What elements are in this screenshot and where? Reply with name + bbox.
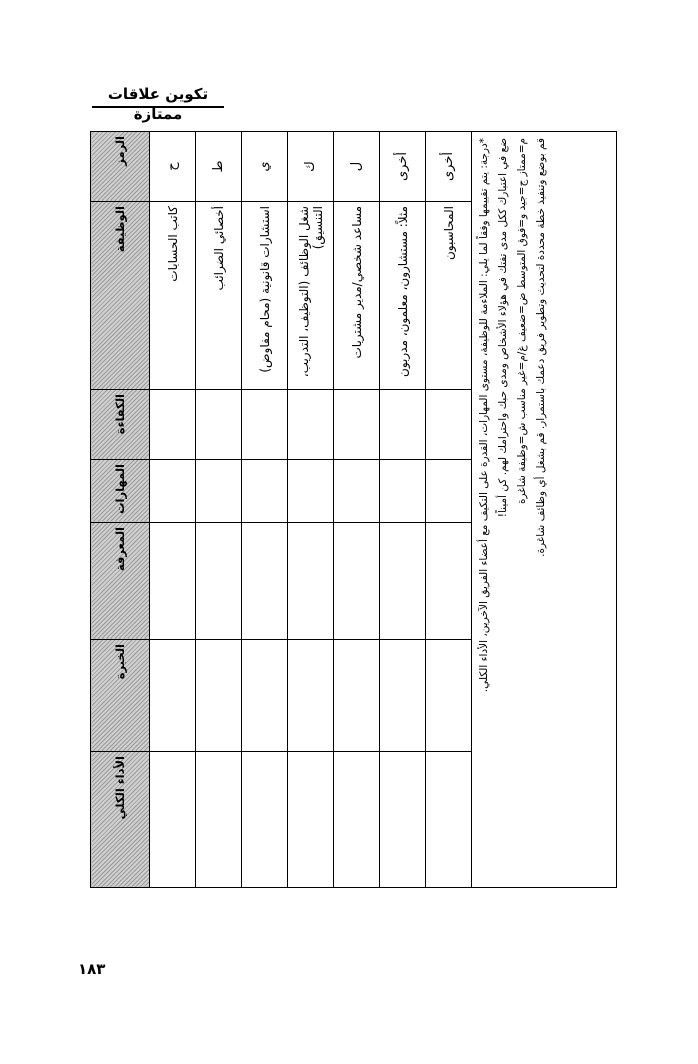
rating-cell[interactable] [196, 752, 242, 888]
rating-cell[interactable] [426, 390, 472, 460]
row-label: استشارات قانونية (محام مفاوض) [242, 202, 288, 390]
row-label: مساعد شخصي/مدير مشتريات [334, 202, 380, 390]
rating-cell[interactable] [150, 390, 196, 460]
row-label: كاتب الحسابات [150, 202, 196, 390]
rating-cell[interactable] [196, 640, 242, 752]
rating-cell[interactable] [334, 523, 380, 640]
notes-row [472, 132, 617, 888]
rating-cell[interactable] [288, 390, 334, 460]
rotated-table-container [90, 132, 613, 888]
table-row [242, 132, 288, 888]
row-label: أخصائي الضرائب [196, 202, 242, 390]
rating-cell[interactable] [150, 523, 196, 640]
running-head-title: تكوين علاقات ممتازة [92, 84, 224, 108]
table-row [150, 132, 196, 888]
rating-cell[interactable] [288, 752, 334, 888]
rating-cell[interactable] [426, 523, 472, 640]
row-label: المحاسبون [426, 202, 472, 390]
table-row [426, 132, 472, 888]
row-code: ي [242, 132, 288, 202]
rating-cell[interactable] [242, 460, 288, 523]
rating-cell[interactable] [242, 390, 288, 460]
rating-cell[interactable] [380, 523, 426, 640]
rating-cell[interactable] [334, 460, 380, 523]
rating-cell[interactable] [426, 640, 472, 752]
header-skills: المهارات [91, 460, 150, 523]
row-label: مثلاً: مستشارون، معلمون، مدربون [380, 202, 426, 390]
header-experience: الخبرة [91, 640, 150, 752]
rating-cell[interactable] [242, 752, 288, 888]
rating-cell[interactable] [334, 752, 380, 888]
rating-cell[interactable] [150, 752, 196, 888]
page-number: ١٨٣ [78, 960, 106, 978]
rating-cell[interactable] [288, 460, 334, 523]
row-code: أخرى [426, 132, 472, 202]
header-position: الوظيفة [91, 202, 150, 390]
table-row [288, 132, 334, 888]
rating-cell[interactable] [334, 640, 380, 752]
rating-cell[interactable] [380, 390, 426, 460]
rating-cell[interactable] [288, 640, 334, 752]
note-action-plan: قم بوضع وتنفيذ خطة محددة لتحديث وتطوير فريق دعمك باستمرار. قم بشغل أي وظائف شاغرة. [535, 138, 547, 557]
rating-cell[interactable] [242, 523, 288, 640]
row-code: ك [288, 132, 334, 202]
rating-cell[interactable] [196, 523, 242, 640]
rating-cell[interactable] [426, 460, 472, 523]
header-knowledge: المعرفة [91, 523, 150, 640]
row-label: شغل الوظائف (التوظيف، التدريب، التنسيق) [288, 202, 334, 390]
header-code: الرمز [91, 132, 150, 202]
rating-cell[interactable] [196, 460, 242, 523]
note-rating-criteria: *درجة: يتم تقييمها وفقاً لما يلي: الملاءمة للوظيفة، مستوى المهارات، القدرة على التكيف مع أعضاء الفريق الآخرين، الأداء الكلي. [478, 138, 490, 693]
note-rating-key: م=ممتاز ج=جيد و=فوق المتوسط ض=ضعيف غ/م=غير مناسب ش=وظيفة شاغرة [516, 138, 528, 504]
rating-cell[interactable] [380, 460, 426, 523]
support-team-table [90, 131, 617, 888]
table-row [196, 132, 242, 888]
rating-cell[interactable] [150, 640, 196, 752]
table-row [380, 132, 426, 888]
header-competence: الكفاءة [91, 390, 150, 460]
rating-cell[interactable] [334, 390, 380, 460]
note-honesty: ضع في اعتبارك ككل مدى تفتك في هؤلاء الأشخاص ومدى حبك واحترامك لهم. كن أميناً! [497, 138, 509, 518]
table-row [334, 132, 380, 888]
row-code: ط [196, 132, 242, 202]
rating-cell[interactable] [196, 390, 242, 460]
rating-cell[interactable] [380, 640, 426, 752]
row-code: ل [334, 132, 380, 202]
rating-cell[interactable] [288, 523, 334, 640]
table-header-row [91, 132, 150, 888]
row-code: أخرى [380, 132, 426, 202]
rating-cell[interactable] [426, 752, 472, 888]
row-code: ح [150, 132, 196, 202]
rating-cell[interactable] [242, 640, 288, 752]
notes-cell [472, 132, 617, 888]
rating-cell[interactable] [150, 460, 196, 523]
rating-cell[interactable] [380, 752, 426, 888]
header-overall: الأداء الكلي [91, 752, 150, 888]
